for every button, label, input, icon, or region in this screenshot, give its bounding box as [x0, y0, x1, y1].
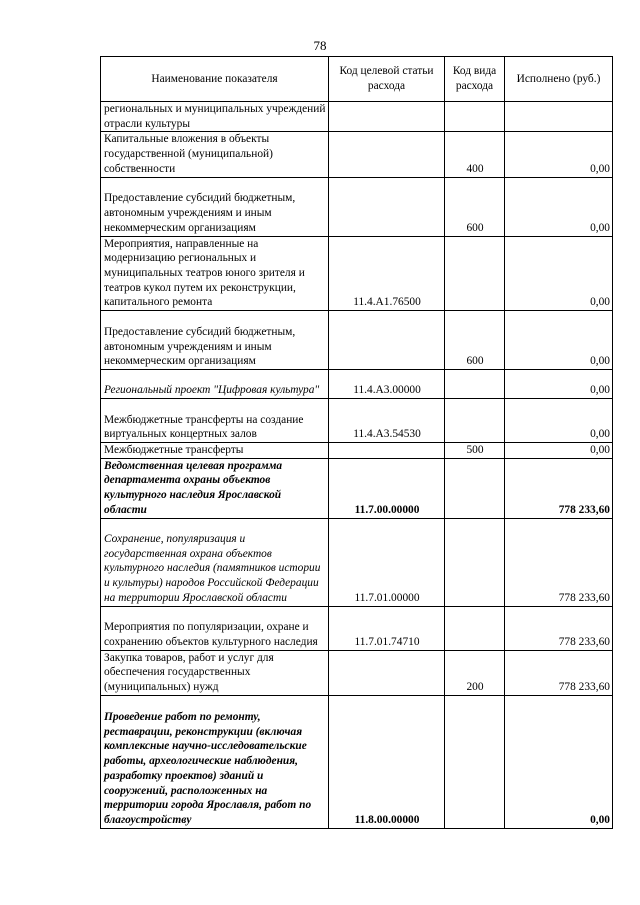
table-header-row [101, 57, 613, 102]
row-amount: 0,00 [505, 399, 613, 443]
table-row [101, 370, 613, 399]
row-kind-code [445, 236, 505, 311]
row-target-code: 11.4.А3.00000 [329, 370, 445, 399]
table-row [101, 311, 613, 370]
row-target-code [329, 650, 445, 695]
row-kind-code [445, 370, 505, 399]
row-kind-code [445, 458, 505, 518]
row-name: Капитальные вложения в объекты государственной (муниципальной) собственности [101, 132, 329, 177]
row-name: Межбюджетные трансферты [101, 443, 329, 459]
table-row [101, 443, 613, 459]
row-kind-code [445, 695, 505, 828]
row-name: региональных и муниципальных учреждений отрасли культуры [101, 102, 329, 132]
column-header-kind-code: Код вида расхода [445, 57, 505, 102]
row-target-code: 11.8.00.00000 [329, 695, 445, 828]
row-name: Сохранение, популяризация и государственная охрана объектов культурного наследия (памятников истории и культуры) народов Российской Федерации на территории Ярославской области [101, 518, 329, 606]
row-amount: 778 233,60 [505, 650, 613, 695]
row-amount: 778 233,60 [505, 458, 613, 518]
row-amount: 0,00 [505, 311, 613, 370]
row-kind-code: 500 [445, 443, 505, 459]
expenditure-table [100, 56, 613, 829]
column-header-name: Наименование показателя [101, 57, 329, 102]
row-target-code [329, 311, 445, 370]
row-target-code [329, 102, 445, 132]
row-name: Межбюджетные трансферты на создание виртуальных концертных залов [101, 399, 329, 443]
row-name: Предоставление субсидий бюджетным, автономным учреждениям и иным некоммерческим организациям [101, 311, 329, 370]
table-row [101, 102, 613, 132]
row-target-code: 11.7.01.74710 [329, 606, 445, 650]
row-name: Проведение работ по ремонту, реставрации, реконструкции (включая комплексные научно-исследовательские работы, археологические наблюдения, разработку проектов) зданий и сооружений, расположенных на территории города Ярославля, работ по благоустройству [101, 695, 329, 828]
table-row [101, 236, 613, 311]
row-target-code: 11.7.00.00000 [329, 458, 445, 518]
row-name: Закупка товаров, работ и услуг для обеспечения государственных (муниципальных) нужд [101, 650, 329, 695]
row-amount: 778 233,60 [505, 518, 613, 606]
table-row [101, 399, 613, 443]
table-row [101, 650, 613, 695]
row-kind-code [445, 606, 505, 650]
row-kind-code: 400 [445, 132, 505, 177]
table-row [101, 132, 613, 177]
row-kind-code [445, 102, 505, 132]
row-name: Ведомственная целевая программа департамента охраны объектов культурного наследия Ярославской области [101, 458, 329, 518]
row-target-code: 11.7.01.00000 [329, 518, 445, 606]
row-amount: 0,00 [505, 443, 613, 459]
row-amount: 0,00 [505, 695, 613, 828]
row-target-code: 11.4.А1.76500 [329, 236, 445, 311]
column-header-target-code: Код целевой статьи расхода [329, 57, 445, 102]
table-row [101, 177, 613, 236]
column-header-executed: Исполнено (руб.) [505, 57, 613, 102]
row-name: Мероприятия, направленные на модернизацию региональных и муниципальных театров юного зрителя и театров кукол путем их реконструкции, капитального ремонта [101, 236, 329, 311]
row-amount: 0,00 [505, 370, 613, 399]
page-number: 78 [313, 38, 327, 53]
row-amount: 0,00 [505, 177, 613, 236]
row-amount: 778 233,60 [505, 606, 613, 650]
row-kind-code [445, 399, 505, 443]
table-row [101, 518, 613, 606]
row-kind-code [445, 518, 505, 606]
row-amount: 0,00 [505, 236, 613, 311]
table-row [101, 606, 613, 650]
row-amount: 0,00 [505, 132, 613, 177]
table-row [101, 458, 613, 518]
row-kind-code: 600 [445, 177, 505, 236]
row-target-code [329, 132, 445, 177]
row-kind-code: 200 [445, 650, 505, 695]
row-target-code [329, 177, 445, 236]
row-target-code: 11.4.А3.54530 [329, 399, 445, 443]
row-name: Региональный проект "Цифровая культура" [101, 370, 329, 399]
row-kind-code: 600 [445, 311, 505, 370]
row-target-code [329, 443, 445, 459]
table-row [101, 695, 613, 828]
row-name: Предоставление субсидий бюджетным, автономным учреждениям и иным некоммерческим организациям [101, 177, 329, 236]
row-amount [505, 102, 613, 132]
row-name: Мероприятия по популяризации, охране и сохранению объектов культурного наследия [101, 606, 329, 650]
